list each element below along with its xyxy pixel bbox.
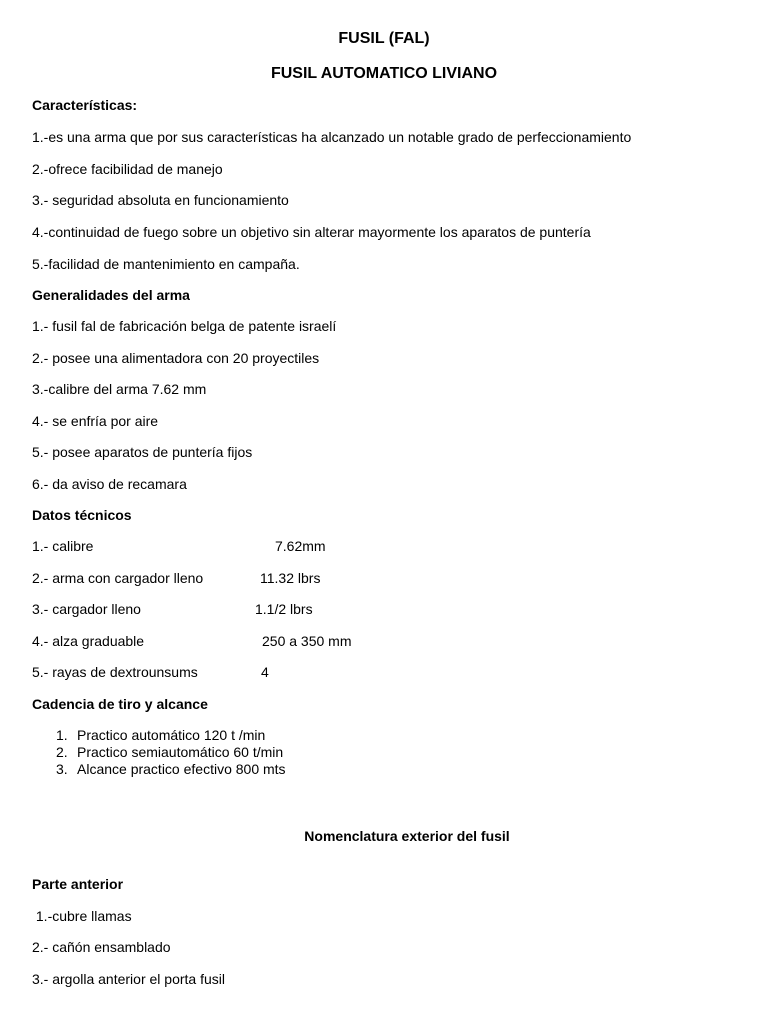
spec-value: 7.62mm: [275, 538, 326, 554]
section-heading-cadencia: Cadencia de tiro y alcance: [32, 696, 208, 712]
spec-value: 4: [261, 664, 269, 680]
list-item: 6.- da aviso de recamara: [32, 476, 187, 492]
list-item: 2.-ofrece facibilidad de manejo: [32, 161, 223, 177]
list-number: 1.: [56, 727, 68, 743]
spec-label: 3.- cargador lleno: [32, 601, 141, 617]
document-title: FUSIL (FAL): [338, 30, 430, 47]
list-item: Practico automático 120 t /min: [77, 727, 266, 743]
list-item: Alcance practico efectivo 800 mts: [77, 761, 286, 777]
spec-value: 11.32 lbrs: [260, 570, 321, 586]
section-heading-datos-tecnicos: Datos técnicos: [32, 507, 132, 523]
document-subtitle: FUSIL AUTOMATICO LIVIANO: [270, 65, 498, 82]
section-heading-caracteristicas: Características:: [32, 97, 138, 113]
list-number: 3.: [56, 761, 68, 777]
list-item: 2.- cañón ensamblado: [32, 939, 171, 955]
spec-label: 2.- arma con cargador lleno: [32, 570, 204, 586]
list-item: 3.-calibre del arma 7.62 mm: [32, 381, 207, 397]
list-item: 1.-cubre llamas: [32, 908, 132, 924]
spec-label: 4.- alza graduable: [32, 633, 145, 649]
list-item: 1.-es una arma que por sus características ha alcanzado un notable grado de perfeccionamiento: [32, 129, 632, 145]
list-number: 2.: [56, 744, 68, 760]
spec-value: 1.1/2 lbrs: [255, 601, 313, 617]
list-item: 5.- posee aparatos de puntería fijos: [32, 444, 253, 460]
section-heading-generalidades: Generalidades del arma: [32, 287, 190, 303]
list-item: 2.- posee una alimentadora con 20 proyectiles: [32, 350, 320, 366]
list-item: 3.- seguridad absoluta en funcionamiento: [32, 192, 289, 208]
spec-label: 1.- calibre: [32, 538, 94, 554]
spec-label: 5.- rayas de dextrounsums: [32, 664, 198, 680]
list-item: 4.- se enfría por aire: [32, 413, 159, 429]
section-heading-nomenclatura: Nomenclatura exterior del fusil: [304, 828, 510, 844]
list-item: Practico semiautomático 60 t/min: [77, 744, 284, 760]
list-item: 4.-continuidad de fuego sobre un objetivo sin alterar mayormente los aparatos de puntería: [32, 224, 591, 240]
list-item: 1.- fusil fal de fabricación belga de patente israelí: [32, 318, 337, 334]
list-item: 3.- argolla anterior el porta fusil: [32, 971, 225, 987]
section-heading-parte-anterior: Parte anterior: [32, 876, 124, 892]
spec-value: 250 a 350 mm: [262, 633, 352, 649]
list-item: 5.-facilidad de mantenimiento en campaña.: [32, 256, 300, 272]
